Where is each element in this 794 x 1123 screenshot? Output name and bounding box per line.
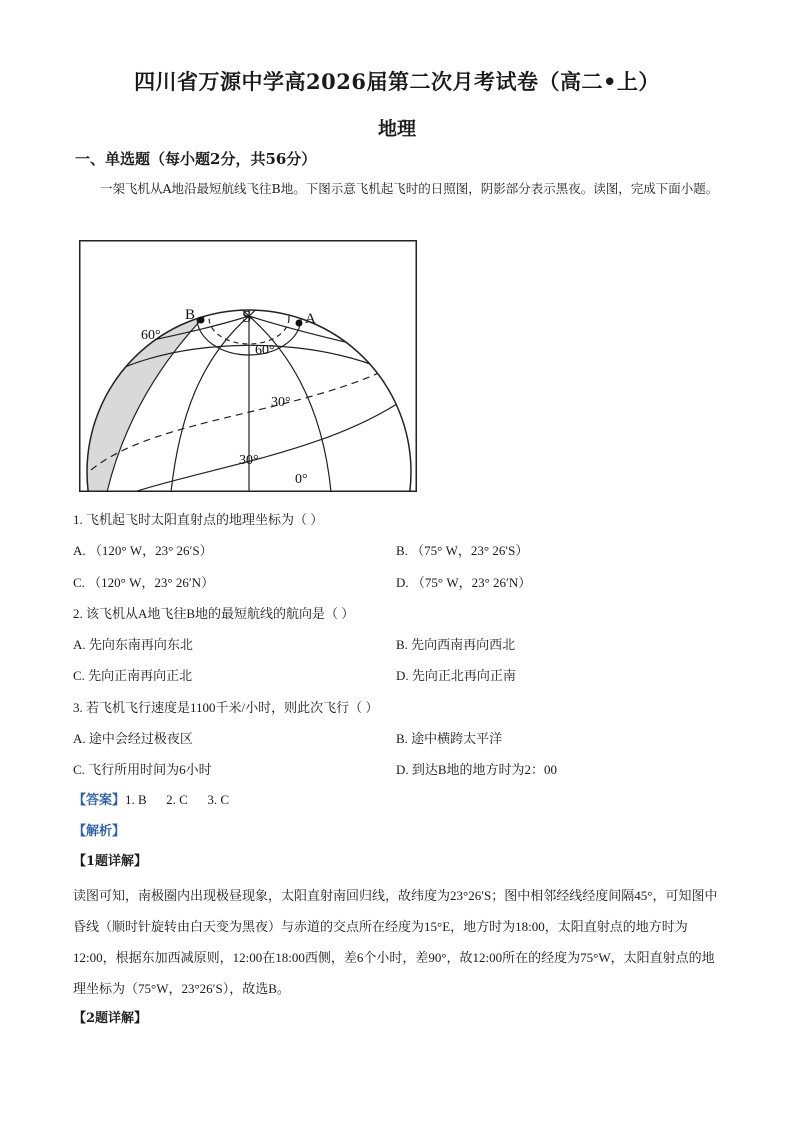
- detail-1-heading: 【1题详解】: [73, 854, 148, 869]
- section-heading: 一、单选题（每小题2分，共56分）: [75, 150, 317, 168]
- lat-30-low-label: 30°: [239, 453, 259, 468]
- pole-label: S: [242, 307, 252, 326]
- question-1-option-b[interactable]: B. （75° W，23° 26′S）: [396, 543, 529, 558]
- answer-line: [73, 789, 229, 808]
- point-a-label: A: [305, 311, 316, 327]
- question-intro: 一架飞机从A地沿最短航线飞往B地。下图示意飞机起飞时的日照图，阴影部分表示黑夜。读图，完成下面小题。: [100, 181, 719, 196]
- lat-30-mid-label: 30°: [271, 395, 291, 410]
- question-3-option-c[interactable]: C. 飞行所用时间为6小时: [73, 762, 212, 777]
- answer-tag: 【答案】: [73, 792, 126, 807]
- page-title: 四川省万源中学高2026届第二次月考试卷（高二•上）: [134, 69, 660, 94]
- point-b-marker: [198, 317, 205, 324]
- question-3-option-b[interactable]: B. 途中横跨太平洋: [396, 731, 503, 746]
- question-2-option-a[interactable]: A. 先向东南再向东北: [73, 637, 193, 652]
- question-3-option-d[interactable]: D. 到达B地的地方时为2：00: [396, 762, 558, 777]
- lat-60-left-label: 60°: [141, 328, 161, 343]
- meridian-line: [249, 240, 329, 316]
- sunlight-diagram: [79, 240, 417, 492]
- question-2-stem: 2. 该飞机从A地飞往B地的最短航线的航向是（ ）: [73, 606, 355, 621]
- question-2-option-d[interactable]: D. 先向正北再向正南: [396, 668, 516, 683]
- meridian-line: [174, 240, 249, 316]
- point-a-marker: [296, 320, 303, 327]
- question-2-option-c[interactable]: C. 先向正南再向正北: [73, 668, 193, 683]
- detail-2-heading: 【2题详解】: [73, 1011, 148, 1026]
- answer-text: 1. B 2. C 3. C: [125, 792, 230, 807]
- subject-heading: 地理: [377, 118, 416, 140]
- question-1-option-d[interactable]: D. （75° W，23° 26′N）: [396, 575, 532, 590]
- question-3-option-a[interactable]: A. 途中会经过极夜区: [73, 731, 193, 746]
- point-b-label: B: [185, 307, 196, 323]
- lat-60-inner-label: 60°: [255, 343, 275, 358]
- question-2-option-b[interactable]: B. 先向西南再向西北: [396, 637, 516, 652]
- question-3-stem: 3. 若飞机飞行速度是1100千米/小时，则此次飞行（ ）: [73, 700, 379, 715]
- analysis-tag: 【解析】: [73, 824, 126, 839]
- question-1-option-c[interactable]: C. （120° W，23° 26′N）: [73, 575, 215, 590]
- equator-label: 0°: [295, 472, 308, 487]
- question-1-stem: 1. 飞机起飞时太阳直射点的地理坐标为（ ）: [73, 512, 324, 527]
- question-1-option-a[interactable]: A. （120° W，23° 26′S）: [73, 543, 213, 558]
- detail-1-explanation: 读图可知，南极圈内出现极昼现象，太阳直射南回归线，故纬度为23°26′S；图中相邻经线经度间隔45°，可知图中昏线（顺时针旋转由白天变为黑夜）与赤道的交点所在经度为15°E，地方时为18:00，太阳直射点的地方时为12:00，根据东加西减原则，12:00在18:00西侧，差6个小时，差90°，故12:00所在的经度为75°W，太阳直射点的地理坐标为（75°W，23°26′S），故选B。: [73, 888, 718, 996]
